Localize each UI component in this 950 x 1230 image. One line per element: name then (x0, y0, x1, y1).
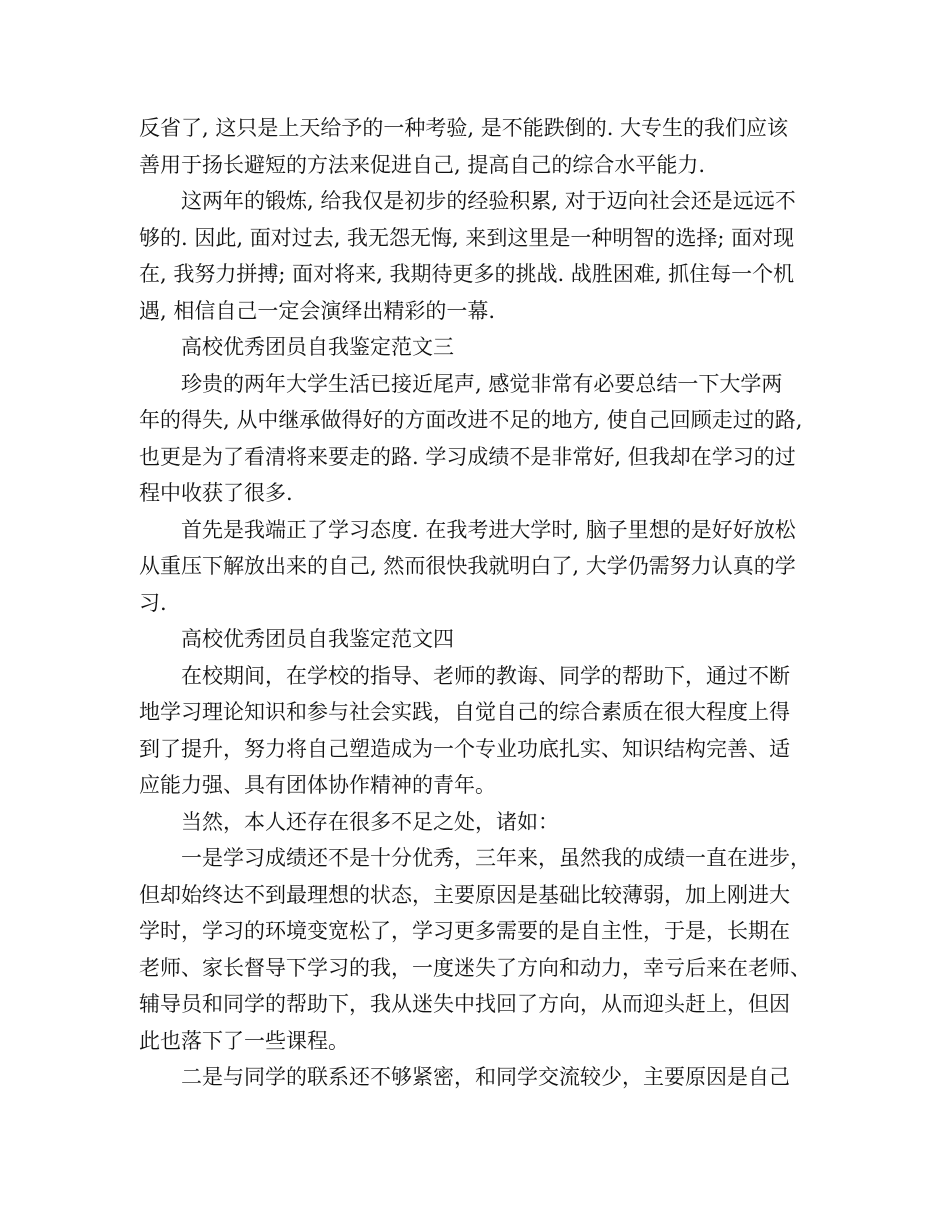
text-line: 在, 我努力拼搏; 面对将来, 我期待更多的挑战. 战胜困难, 抓住每一个机 (139, 262, 795, 286)
section-heading: 高校优秀团员自我鉴定范文三 (181, 335, 454, 359)
text-line: 此也落下了一些课程。 (139, 1028, 349, 1053)
text-line: 程中收获了很多. (139, 481, 293, 505)
text-line: 也更是为了看清将来要走的路. 学习成绩不是非常好, 但我却在学习的过 (139, 444, 796, 469)
text-line: 习. (139, 590, 167, 615)
text-line: 二是与同学的联系还不够紧密，和同学交流较少，主要原因是自己 (181, 1065, 790, 1089)
text-line: 地学习理论知识和参与社会实践，自觉自己的综合素质在很大程度上得 (139, 700, 790, 724)
text-line: 首先是我端正了学习态度. 在我考进大学时, 脑子里想的是好好放松 (181, 517, 796, 542)
text-line: 辅导员和同学的帮助下，我从迷失中找回了方向，从而迎头赶上，但因 (139, 992, 790, 1016)
text-line: 遇, 相信自己一定会演绎出精彩的一幕. (139, 298, 496, 323)
text-line: 老师、家长督导下学习的我，一度迷失了方向和动力，幸亏后来在老师、 (139, 955, 811, 980)
text-line: 一是学习成绩还不是十分优秀，三年来，虽然我的成绩一直在进步， (181, 846, 811, 870)
text-line: 到了提升，努力将自己塑造成为一个专业功底扎实、知识结构完善、适 (139, 736, 790, 761)
document-page (139, 110, 829, 1096)
text-line: 在校期间，在学校的指导、老师的教诲、同学的帮助下，通过不断 (181, 663, 790, 688)
paragraph (139, 658, 829, 804)
paragraph (139, 512, 829, 622)
section-heading: 高校优秀团员自我鉴定范文四 (181, 627, 454, 651)
text-line: 珍贵的两年大学生活已接近尾声, 感觉非常有必要总结一下大学两 (181, 371, 783, 396)
paragraph (139, 1059, 829, 1096)
text-line: 够的. 因此, 面对过去, 我无怨无悔, 来到这里是一种明智的选择; 面对现 (139, 225, 795, 250)
paragraph (139, 110, 829, 183)
text-line: 年的得失, 从中继承做得好的方面改进不足的地方, 使自己回顾走过的路, (139, 408, 803, 432)
paragraph (139, 840, 829, 1059)
paragraph (139, 183, 829, 329)
text-line: 这两年的锻炼, 给我仅是初步的经验积累, 对于迈向社会还是远远不 (181, 189, 796, 213)
text-line: 反省了, 这只是上天给予的一种考验, 是不能跌倒的. 大专生的我们应该 (139, 116, 789, 140)
paragraph (139, 366, 829, 512)
text-line: 学时，学习的环境变宽松了，学习更多需要的是自主性，于是，长期在 (139, 919, 790, 943)
text-line: 从重压下解放出来的自己, 然而很快我就明白了, 大学仍需努力认真的学 (139, 554, 796, 578)
text-line: 应能力强、具有团体协作精神的青年。 (139, 773, 496, 797)
text-line: 当然，本人还存在很多不足之处，诸如： (181, 809, 559, 834)
paragraph (139, 804, 829, 841)
text-line: 善用于扬长避短的方法来促进自己, 提高自己的综合水平能力. (139, 152, 706, 177)
text-line: 但却始终达不到最理想的状态，主要原因是基础比较薄弱，加上刚进大 (139, 882, 790, 907)
